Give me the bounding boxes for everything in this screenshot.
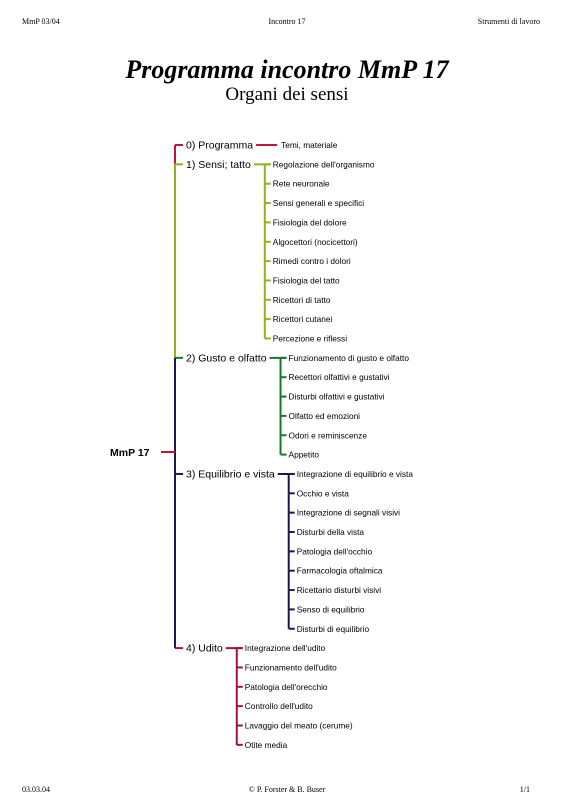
branch-label: 3) Equilibrio e vista <box>186 468 275 481</box>
leaf-item: Recettori olfattivi e gustativi <box>288 372 390 383</box>
leaf-item: Percezione e riflessi <box>272 333 348 344</box>
leaf-item: Integrazione dell'udito <box>244 643 326 654</box>
leaf-item: Farmacologia oftalmica <box>296 565 383 576</box>
leaf-item: Patologia dell'occhio <box>296 546 373 557</box>
branch-label: 2) Gusto e olfatto <box>186 352 267 365</box>
leaf-item: Patologia dell'orecchio <box>244 681 328 692</box>
document-subtitle: Organi dei sensi <box>225 84 349 105</box>
leaf-item: Otite media <box>244 739 288 750</box>
branch-label: 0) Programma <box>186 139 254 152</box>
leaf-item: Disturbi olfattivi e gustativi <box>288 391 385 402</box>
leaf-item: Funzionamento di gusto e olfatto <box>288 352 409 363</box>
leaf-item: Lavaggio del meato (cerume) <box>244 720 353 731</box>
leaf-item: Rimedi contro i dolori <box>272 256 351 267</box>
leaf-item: Ricettario disturbi visivi <box>296 585 382 596</box>
leaf-item: Sensi generali e specifici <box>272 198 365 209</box>
leaf-item: Rete neuronale <box>272 178 330 189</box>
leaf-item: Ricettori cutanei <box>272 314 333 325</box>
header-left: MmP 03/04 <box>22 17 60 26</box>
leaf-item: Fisiologia del dolore <box>272 217 347 228</box>
branch-label: 4) Udito <box>186 642 223 655</box>
leaf-item: Integrazione di equilibrio e vista <box>296 468 413 479</box>
leaf-item: Senso di equilibrio <box>296 604 365 615</box>
footer-copyright: © P. Forster & B. Buser <box>248 785 326 794</box>
footer-date: 03.03.04 <box>22 785 50 794</box>
footer-page-number: 1/1 <box>519 785 530 794</box>
leaf-item: Temi, materiale <box>281 140 338 150</box>
leaf-item: Fisiologia del tatto <box>272 275 340 286</box>
leaf-item: Olfatto ed emozioni <box>288 410 361 421</box>
branch-label: 1) Sensi; tatto <box>186 158 251 171</box>
document-title: Programma incontro MmP 17 <box>125 55 449 84</box>
leaf-item: Funzionamento dell'udito <box>244 662 337 673</box>
header-right: Strumenti di lavoro <box>477 17 540 26</box>
leaf-item: Ricettori di tatto <box>272 294 331 305</box>
leaf-item: Disturbi di equilibrio <box>296 623 370 634</box>
header-center: Incontro 17 <box>268 17 306 26</box>
leaf-item: Odori e reminiscenze <box>288 430 367 441</box>
root-label: MmP 17 <box>110 447 150 459</box>
leaf-item: Controllo dell'udito <box>244 701 313 712</box>
leaf-item: Occhio e vista <box>296 488 349 499</box>
leaf-item: Regolazione dell'organismo <box>272 159 375 170</box>
leaf-item: Integrazione di segnali visivi <box>296 507 401 518</box>
leaf-item: Appetito <box>288 449 319 460</box>
leaf-item: Disturbi della vista <box>296 527 365 537</box>
leaf-item: Algocettori (nocicettori) <box>272 236 358 247</box>
